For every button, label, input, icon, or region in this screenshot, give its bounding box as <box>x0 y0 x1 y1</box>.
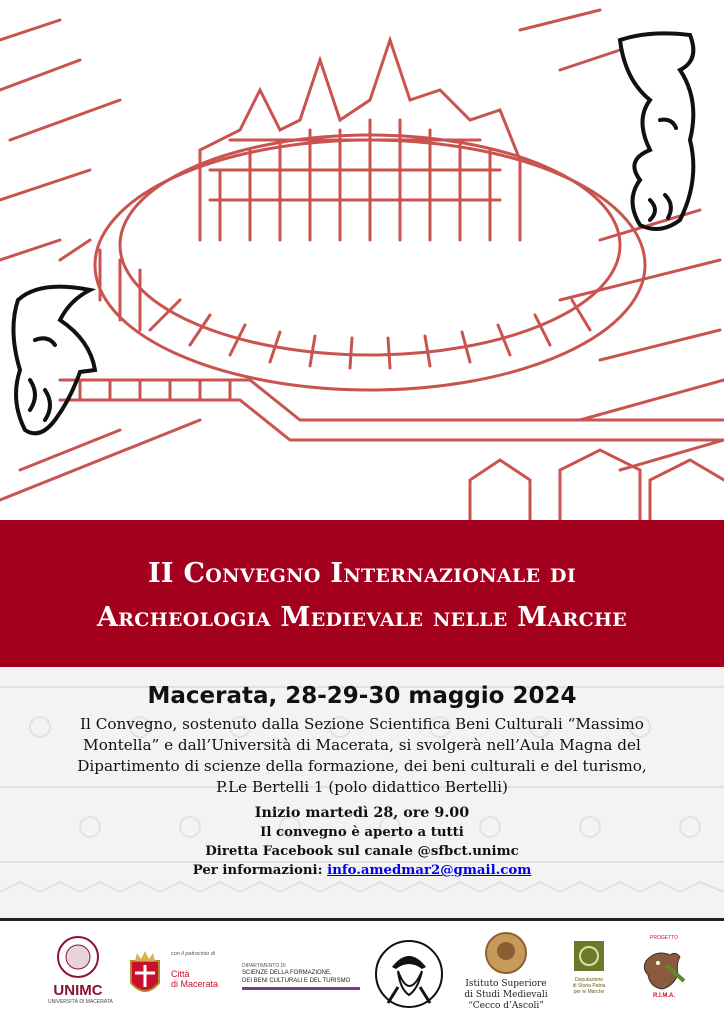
facebook-live: Diretta Facebook sul canale @sfbct.unimc <box>205 844 519 859</box>
dip-label: DIPARTIMENTO DI <box>242 963 286 969</box>
dipartimento-logo <box>242 963 362 1003</box>
contact-label: Per informazioni: <box>192 863 328 878</box>
start-time: Inizio martedì 28, ore 9.00 <box>254 805 470 821</box>
citta-macerata-logo <box>125 947 225 1017</box>
rima-boar-icon <box>636 941 692 1001</box>
unimc-logo <box>48 935 113 1015</box>
left-head-drawing <box>13 287 95 434</box>
progetto-label: PROGETTO <box>650 935 678 941</box>
info-section <box>0 667 724 920</box>
contact-email-link[interactable]: info.amedmar2@gmail.com <box>327 863 532 878</box>
contact-info <box>0 861 724 880</box>
progetto-rima-logo <box>636 935 692 1015</box>
deputazione-line-3: per le Marche <box>573 989 605 995</box>
citta-line-1: Città <box>171 969 190 979</box>
event-description <box>0 710 724 798</box>
title-line-2: Archeologia Medievale nelle Marche <box>96 602 628 633</box>
dip-line-2: DEI BENI CULTURALI E DEL TURISMO <box>242 978 351 984</box>
unimc-seal-icon <box>48 935 108 979</box>
unimc-mark: UNIMC <box>53 982 103 999</box>
istituto-line-1: Istituto Superiore <box>465 979 547 989</box>
deputazione-logo <box>564 939 614 1019</box>
sponsor-logos <box>0 921 724 1024</box>
title-line-1: II Convegno Internazionale di <box>147 558 577 589</box>
event-date: Macerata, 28-29-30 maggio 2024 <box>147 683 577 709</box>
title-banner <box>0 520 724 667</box>
deputazione-line-1: Deputazione <box>574 977 604 983</box>
istituto-logo <box>458 931 554 1021</box>
patrocinio-label: con il patrocinio di <box>171 951 216 957</box>
unimc-subtitle: UNIVERSITÀ DI MACERATA <box>48 999 113 1005</box>
rima-name: R.I.M.A. <box>653 993 675 999</box>
open-to-all: Il convegno è aperto a tutti <box>260 825 464 840</box>
right-head-drawing <box>620 33 693 229</box>
deputazione-emblem-icon <box>572 939 606 973</box>
dip-line-1: SCIENZE DELLA FORMAZIONE, <box>242 970 332 976</box>
istituto-line-2: di Studi Medievali <box>464 990 548 1000</box>
portrait-medallion-icon <box>374 939 444 1009</box>
description-line: Montella” e dall’Università di Macerata, si svolgerà nell’Aula Magna del <box>83 736 641 754</box>
dip-underline <box>242 987 360 990</box>
istituto-line-3: “Cecco d’Ascoli” <box>468 1001 544 1011</box>
istituto-coin-icon <box>484 931 528 975</box>
medallion-logo <box>374 939 444 1009</box>
description-line: Dipartimento di scienze della formazione, dei beni culturali e del turismo, <box>77 757 647 775</box>
description-line: Il Convegno, sostenuto dalla Sezione Scientifica Beni Culturali “Massimo <box>80 715 644 733</box>
description-line: P.Le Bertelli 1 (polo didattico Bertelli) <box>216 778 508 796</box>
city-crest-icon <box>125 947 165 1002</box>
citta-line-2: di Macerata <box>171 979 219 989</box>
deputazione-line-2: di Storia Patria <box>572 983 606 989</box>
